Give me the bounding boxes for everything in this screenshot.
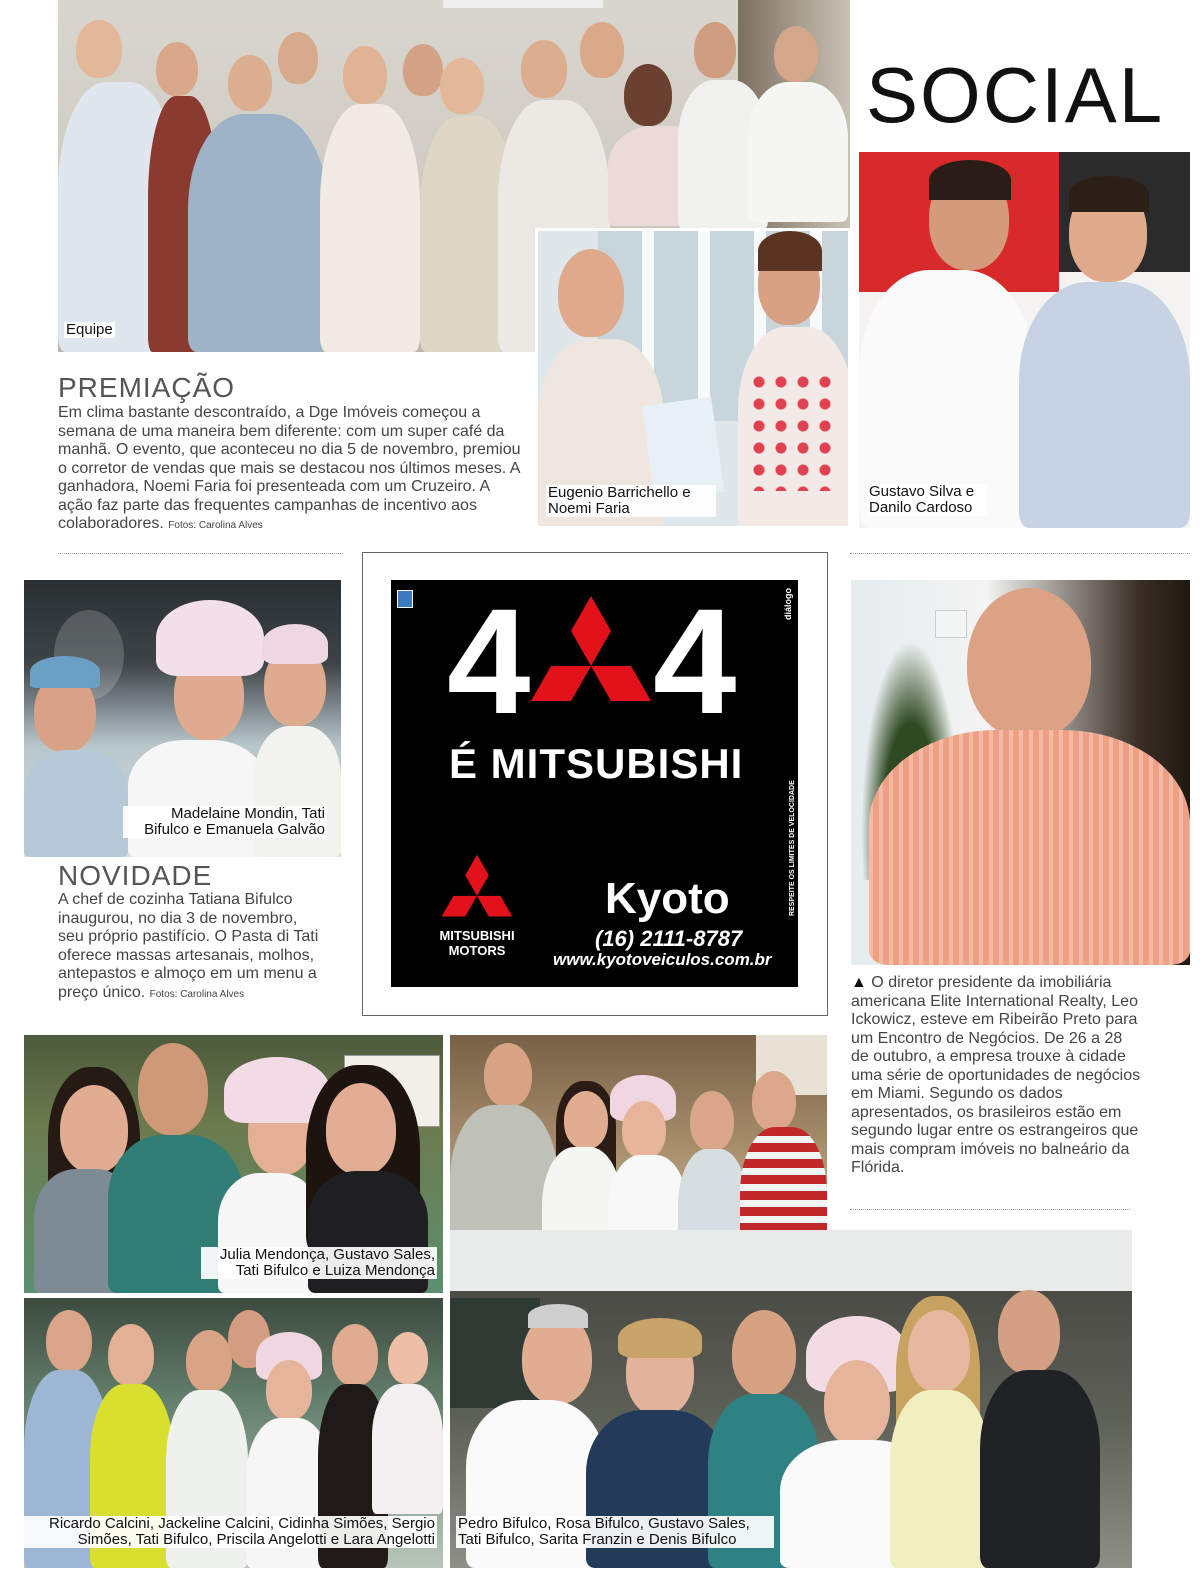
premiacao-body bbox=[58, 404, 528, 536]
section-title: SOCIAL bbox=[866, 51, 1165, 139]
premiacao-text: Em clima bastante descontraído, a Dge Imóveis começou a semana de uma maneira bem diferente: com um super café da manhã. O evento, que aconteceu no dia 5 de novembro, premiou o corretor de vendas que mais se destacou nos últimos meses. A ganhadora, Noemi Faria foi presenteada com um Cruzeiro. A ação faz parte das frequentes campanhas de incentivo aos colaboradores. bbox=[58, 404, 521, 532]
mitsubishi-logo-icon bbox=[523, 596, 659, 716]
up-arrow-icon: ▲ bbox=[851, 974, 867, 991]
group1-caption: Julia Mendonça, Gustavo Sales, Tati Bifulco e Luiza Mendonça bbox=[201, 1247, 437, 1279]
team-caption: Equipe bbox=[66, 321, 113, 338]
dealer-name: Kyoto bbox=[605, 874, 730, 923]
novidade-text: A chef de cozinha Tatiana Bifulco inaugurou, no dia 3 de novembro, seu próprio pastifício. O Pasta di Tati oferece massas artesanais, molhos, antepastos e almoço em um menu a preço único. bbox=[58, 891, 319, 1001]
premiacao-title: PREMIAÇÃO bbox=[58, 372, 236, 403]
brand-name bbox=[431, 928, 523, 958]
chefs-photo bbox=[24, 580, 341, 857]
group3-photo bbox=[24, 1298, 443, 1568]
award-photo bbox=[535, 228, 851, 529]
director-text: O diretor presidente da imobiliária americana Elite International Realty, Leo Ickowicz, esteve em Ribeirão Preto para um Encontro de Negócios. De 26 a 28 de outubro, a empresa trouxe à cidade uma série de oportunidades de negócios em Miami. Segundo os dados apresentados, os brasileiros estão em segundo lugar entre os estrangeiros que mais compram imóveis no balneário da Flórida. bbox=[851, 974, 1141, 1176]
duo-photo bbox=[859, 152, 1190, 528]
chefs-caption: Madelaine Mondin, Tati Bifulco e Emanuela Galvão bbox=[123, 806, 327, 838]
group4-caption: Pedro Bifulco, Rosa Bifulco, Gustavo Sales, Tati Bifulco, Sarita Franzin e Denis Bifulco bbox=[456, 1516, 774, 1548]
novidade-title: NOVIDADE bbox=[58, 860, 213, 891]
agency-label: diálogo bbox=[783, 588, 793, 620]
group3-caption: Ricardo Calcini, Jackeline Calcini, Cidinha Simões, Sergio Simões, Tati Bifulco, Priscila Angelotti e Lara Angelotti bbox=[24, 1516, 437, 1548]
duo-caption: Gustavo Silva e Danilo Cardoso bbox=[867, 484, 987, 516]
brand-line1: MITSUBISHI bbox=[439, 928, 515, 943]
ad-slogan: É MITSUBISHI bbox=[449, 740, 744, 787]
small-logo-icon bbox=[397, 590, 413, 608]
brand-line2: MOTORS bbox=[448, 943, 506, 958]
premiacao-credit: Fotos: Carolina Alves bbox=[168, 520, 263, 531]
dealer-phone: (16) 2111-8787 bbox=[595, 926, 743, 951]
group1-photo bbox=[24, 1035, 443, 1293]
novidade-credit: Fotos: Carolina Alves bbox=[149, 988, 245, 1000]
group4-photo bbox=[450, 1230, 1132, 1568]
ad-digit-left: 4 bbox=[447, 577, 531, 745]
award-caption: Eugenio Barrichello e Noemi Faria bbox=[546, 485, 716, 517]
mitsubishi-small-logo-icon bbox=[437, 854, 517, 926]
divider bbox=[850, 553, 1190, 554]
divider bbox=[58, 553, 343, 554]
divider bbox=[850, 1209, 1130, 1210]
ad-digit-right: 4 bbox=[653, 577, 737, 745]
speed-notice: RESPEITE OS LIMITES DE VELOCIDADE bbox=[789, 780, 796, 916]
dealer-website[interactable]: www.kyotoveiculos.com.br bbox=[553, 950, 772, 969]
director-body bbox=[851, 974, 1141, 1178]
novidade-body bbox=[58, 891, 320, 1004]
director-photo bbox=[851, 580, 1190, 965]
mitsubishi-ad[interactable] bbox=[391, 577, 798, 987]
